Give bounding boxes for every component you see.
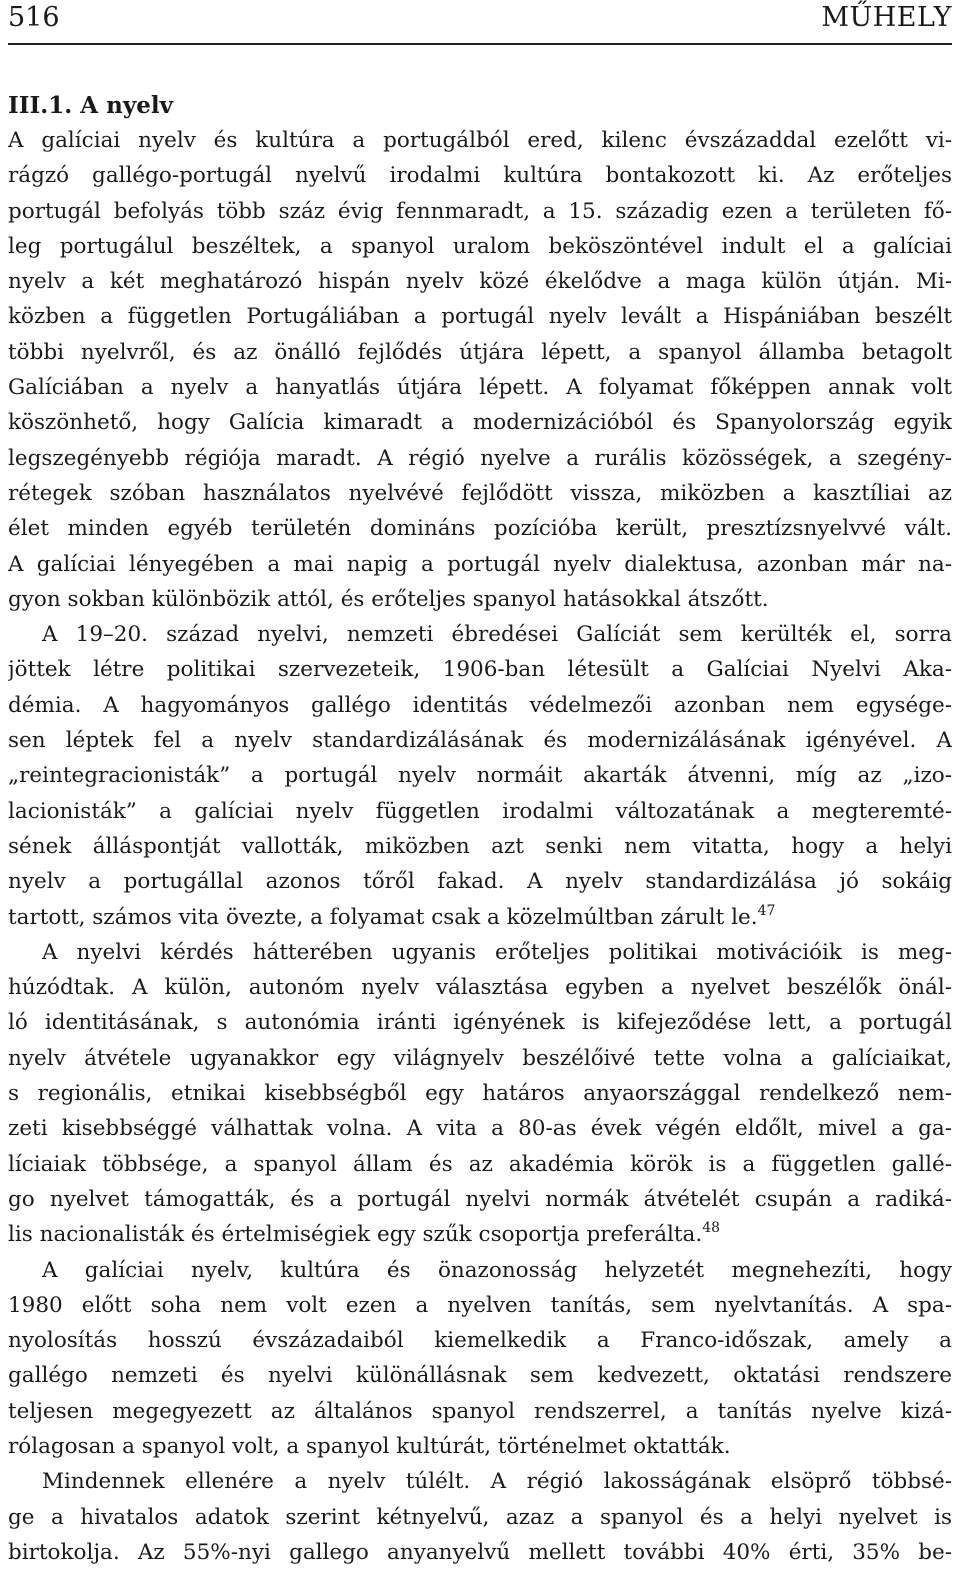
text-line [8,1111,952,1146]
line-text: rólagosan a spanyol volt, a spanyol kultúrát, történelmet oktatták. [8,1433,731,1459]
line-text: élet minden egyéb területén domináns pozícióba került, presztízsnyelvvé vált. [8,516,952,542]
line-text: A galíciai lényegében a mai napig a portugál nyelv dialektusa, azonban már na- [8,551,952,577]
article-body [8,88,952,1570]
text-line [8,688,952,723]
text-line [8,264,952,299]
text-line [8,1005,952,1040]
line-text: teljesen megegyezett az általános spanyol rendszerrel, a tanítás nyelve kizá- [8,1398,952,1424]
text-line [8,194,952,229]
line-text: birtokolja. Az 55%-nyi gallego anyanyelvű mellett további 40% érti, 35% be- [8,1539,952,1565]
text-line [8,370,952,405]
line-text: go nyelvet támogatták, és a portugál nyelvi normák átvételét csupán a radiká- [8,1186,952,1212]
line-text: gallégo nemzeti és nyelvi különállásnak sem kedvezett, oktatási rendszere [8,1363,952,1389]
running-head: MŰHELY [821,2,952,33]
text-line [8,582,952,617]
line-text: lacionisták” a galíciai nyelv független irodalmi változatának a megteremté- [8,798,952,824]
text-line [8,864,952,899]
text-line [8,1041,952,1076]
line-text: gyon sokban különbözik attól, és erőteljes spanyol hatásokkal átszőtt. [8,586,769,612]
line-text: nyelv a portugállal azonos tőről fakad. A nyelv standardizálása jó sokáig [8,869,952,895]
line-text: tartott, számos vita övezte, a folyamat csak a közelmúltban zárult le. [8,904,758,930]
text-line [8,935,952,970]
line-text: húzódtak. A külön, autonóm nyelv választása egyben a nyelvet beszélők önál- [8,975,952,1001]
header-rule [8,43,952,45]
line-text: nyolosítás hosszú évszázadaiból kiemelkedik a Franco-időszak, amely a [8,1328,952,1354]
text-line [8,758,952,793]
line-text: ló identitásának, s autonómia iránti igényének is kifejeződése lett, a portugál [8,1010,952,1036]
text-line [8,1500,952,1535]
text-line [8,547,952,582]
text-line [8,1217,952,1252]
text-line [8,1182,952,1217]
text-line [8,617,952,652]
line-text: s regionális, etnikai kisebbségből egy határos anyaországgal rendelkező nem- [8,1081,952,1107]
text-line [8,794,952,829]
line-text: démia. A hagyományos gallégo identitás védelmezői azonban nem egysége- [8,692,952,718]
line-text: jöttek létre politikai szervezeteik, 1906-ban létesült a Galíciai Nyelvi Aka- [8,657,952,683]
text-line [8,1253,952,1288]
line-text: lis nacionalisták és értelmiségiek egy szűk csoportja preferálta. [8,1222,703,1248]
page-number: 516 [8,2,60,33]
text-line [8,123,952,158]
line-text: A 19–20. század nyelvi, nemzeti ébredései Galíciát sem kerülték el, sorra [42,622,952,648]
text-line [8,1535,952,1570]
text-line [8,476,952,511]
text-line [8,723,952,758]
line-text: rágzó gallégo-portugál nyelvű irodalmi kultúra bontakozott ki. Az erőteljes [8,163,952,189]
line-text: A galíciai nyelv, kultúra és önazonosság helyzetét megnehezíti, hogy [42,1257,952,1283]
page-header [8,0,952,42]
line-text: zeti kisebbséggé válhattak volna. A vita a 80-as évek végén eldőlt, mivel a ga- [8,1116,952,1142]
line-text: líciaiak többsége, a spanyol állam és az akadémia körök is a független gallé- [8,1151,952,1177]
text-line [8,1358,952,1393]
text-line [8,970,952,1005]
text-line [8,1147,952,1182]
line-text: sen léptek fel a nyelv standardizálásának és modernizálásának igényével. A [8,728,952,754]
section-heading: III.1. A nyelv [8,92,173,119]
line-text: nyelv átvétele ugyanakkor egy világnyelv beszélőivé tette volna a galíciaikat, [8,1045,952,1071]
line-text: A galíciai nyelv és kultúra a portugálból ered, kilenc évszázaddal ezelőtt vi- [8,128,952,153]
text-line [8,158,952,193]
line-text: 1980 előtt soha nem volt ezen a nyelven tanítás, sem nyelvtanítás. A spa- [8,1292,952,1318]
text-line [8,1323,952,1358]
text-line [8,1464,952,1499]
footnote-marker: 47 [757,902,776,919]
line-text: többi nyelvről, és az önálló fejlődés útjára lépett, a spanyol államba betagolt [8,339,952,365]
body-text [8,123,952,1570]
text-line [8,652,952,687]
text-line [8,299,952,334]
text-line [8,829,952,864]
line-text: portugál befolyás több száz évig fennmaradt, a 15. századig ezen a területen fő- [8,198,952,224]
line-text: ge a hivatalos adatok szerint kétnyelvű, azaz a spanyol és a helyi nyelvet is [8,1504,952,1530]
line-text: rétegek szóban használatos nyelvévé fejlődött vissza, miközben a kasztíliai az [8,480,952,506]
text-line [8,1429,952,1464]
footnote-marker: 48 [702,1220,721,1237]
line-text: „reintegracionisták” a portugál nyelv normáit akarták átvenni, míg az „izo- [8,763,952,789]
line-text: Galíciában a nyelv a hanyatlás útjára lépett. A folyamat főképpen annak volt [8,375,952,401]
line-text: Mindennek ellenére a nyelv túlélt. A régió lakosságának elsöprő többsé- [42,1469,952,1495]
line-text: közben a független Portugáliában a portugál nyelv levált a Hispániában beszélt [8,304,952,330]
text-line [8,441,952,476]
line-text: sének álláspontját vallották, miközben azt senki nem vitatta, hogy a helyi [8,833,952,859]
text-line [8,1394,952,1429]
text-line [8,1076,952,1111]
text-line [8,405,952,440]
text-line [8,900,952,935]
text-line [8,511,952,546]
line-text: A nyelvi kérdés hátterében ugyanis erőteljes politikai motivációik is meg- [42,939,952,965]
line-text: köszönhető, hogy Galícia kimaradt a modernizációból és Spanyolország egyik [8,410,952,436]
line-text: leg portugálul beszéltek, a spanyol uralom beköszöntével indult el a galíciai [8,233,952,259]
text-line [8,1288,952,1323]
line-text: nyelv a két meghatározó hispán nyelv közé ékelődve a maga külön útján. Mi- [8,269,952,295]
line-text: legszegényebb régiója maradt. A régió nyelve a rurális közösségek, a szegény- [8,445,952,471]
text-line [8,335,952,370]
text-line [8,229,952,264]
